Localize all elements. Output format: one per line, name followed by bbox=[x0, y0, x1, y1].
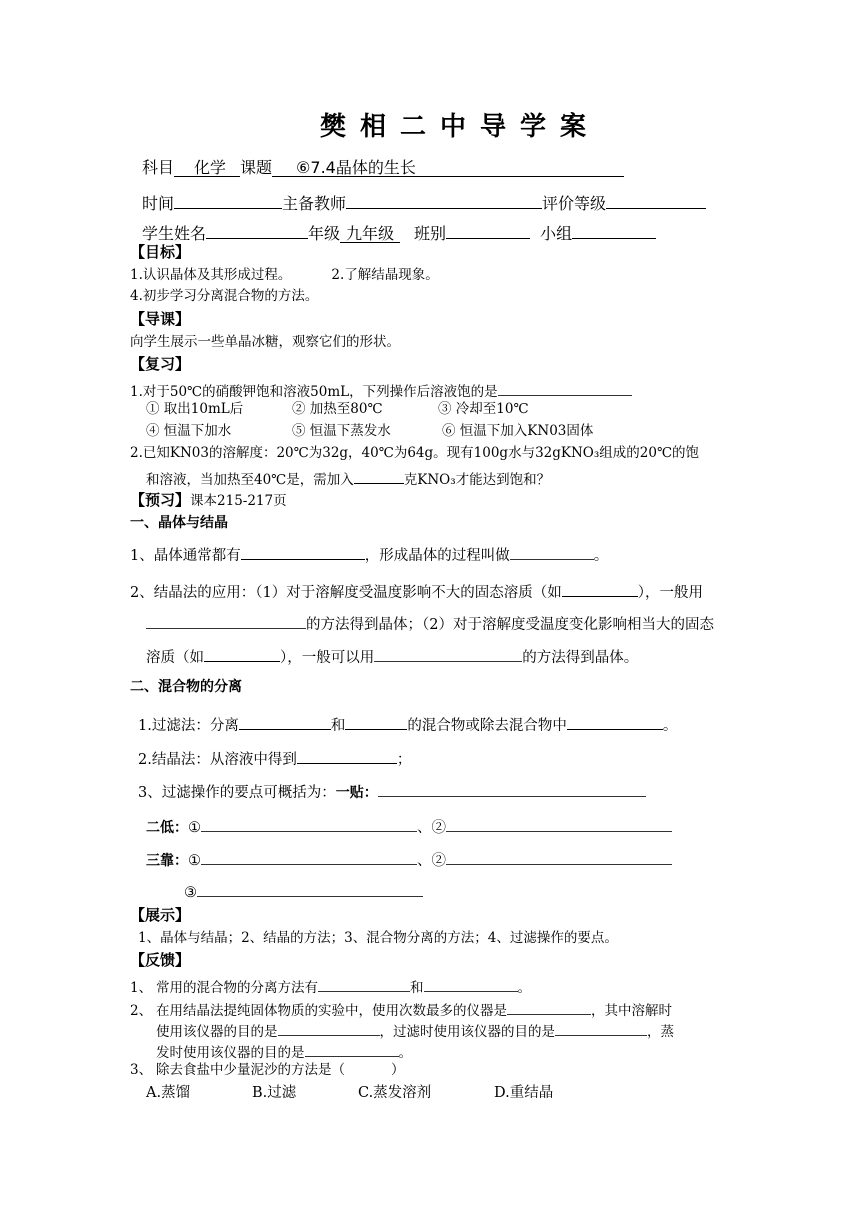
feedback-q3 bbox=[130, 1064, 405, 1078]
m2-blank[interactable] bbox=[297, 747, 397, 764]
s2-blank-1[interactable] bbox=[562, 580, 638, 597]
option-2: ② 加热至80℃ bbox=[292, 401, 383, 417]
review-q1 bbox=[130, 381, 632, 400]
review-q2-text-b: 克KNO₃才能达到饱和？ bbox=[403, 472, 551, 488]
m1-text-c: 的混合物或除去混合物中 bbox=[407, 718, 567, 734]
feedback-q2-line-3 bbox=[156, 1042, 412, 1061]
review-q2-text-a: 和溶液，当加热至40℃是，需加入 bbox=[146, 472, 354, 488]
grade-value: 九年级 bbox=[340, 226, 400, 243]
preview-item-2-line-1 bbox=[130, 580, 703, 601]
goal-2: 2.了解结晶现象。 bbox=[331, 267, 439, 283]
three-lean-num-3: ③ bbox=[184, 885, 197, 901]
feedback-q1 bbox=[130, 977, 531, 996]
separation-item-2 bbox=[138, 747, 411, 768]
two-low-row bbox=[146, 815, 672, 836]
three-lean-blank-3[interactable] bbox=[197, 880, 423, 897]
two-low-num-1: ① bbox=[188, 820, 201, 836]
m1-blank-1[interactable] bbox=[239, 713, 331, 730]
intro-text: 向学生展示一些单晶冰糖，观察它们的形状。 bbox=[130, 334, 400, 350]
three-lean-blank-2[interactable] bbox=[446, 848, 672, 865]
s2-blank-3[interactable] bbox=[204, 645, 280, 662]
feedback-q2-text-f: 发时使用该仪器的目的是 bbox=[156, 1045, 305, 1061]
option-b: B.过滤 bbox=[252, 1085, 297, 1101]
preview-heading: 【预习】 bbox=[130, 491, 191, 509]
separation-item-3 bbox=[138, 780, 646, 801]
class-field[interactable] bbox=[446, 222, 530, 239]
feedback-q1-text-a: 常用的混合物的分离方法有 bbox=[156, 980, 318, 996]
subject-row bbox=[142, 160, 624, 177]
three-lean-label: 三靠： bbox=[146, 853, 188, 869]
one-stick-blank[interactable] bbox=[378, 780, 646, 797]
s1-text-c: 。 bbox=[593, 548, 609, 564]
option-6: ⑥ 恒温下加入KN03固体 bbox=[442, 423, 594, 439]
show-heading: 【展示】 bbox=[130, 906, 191, 924]
feedback-q1-blank-1[interactable] bbox=[318, 977, 410, 992]
subject-label: 科目 bbox=[142, 158, 175, 177]
section-1-title: 一、晶体与结晶 bbox=[130, 515, 228, 531]
option-c: C.蒸发溶剂 bbox=[358, 1085, 432, 1101]
review-q2-blank[interactable] bbox=[354, 469, 404, 484]
feedback-q1-text-b: 和 bbox=[410, 980, 424, 996]
s1-text-a: 1、晶体通常都有 bbox=[130, 548, 241, 564]
section-2-title: 二、混合物的分离 bbox=[130, 679, 242, 695]
option-a: A.蒸馏 bbox=[146, 1085, 191, 1101]
student-label: 学生姓名 bbox=[142, 224, 207, 243]
s2-blank-4[interactable] bbox=[374, 645, 522, 662]
m2-text-a: 2.结晶法：从溶液中得到 bbox=[138, 752, 297, 768]
three-lean-row bbox=[146, 848, 672, 869]
feedback-q1-num: 1、 bbox=[130, 980, 153, 996]
feedback-q2-text-b: ，其中溶解时 bbox=[591, 1003, 672, 1019]
one-stick-label: 一贴： bbox=[335, 785, 378, 801]
topic-label: 课题 bbox=[240, 158, 273, 177]
review-q1-text: 1.对于50℃的硝酸钾饱和溶液50mL，下列操作后溶液饱的是 bbox=[130, 384, 498, 400]
feedback-heading: 【反馈】 bbox=[130, 951, 191, 969]
feedback-q2-text-e: ，蒸 bbox=[647, 1024, 674, 1040]
s2-blank-2[interactable] bbox=[146, 612, 306, 629]
goal-1: 1.认识晶体及其形成过程。 bbox=[130, 267, 292, 283]
two-low-blank-2[interactable] bbox=[446, 815, 672, 832]
feedback-q2-text-d: ，过滤时使用该仪器的目的是 bbox=[379, 1024, 555, 1040]
s1-text-b: ，形成晶体的过程叫做 bbox=[364, 548, 510, 564]
m1-text-a: 1.过滤法：分离 bbox=[138, 718, 239, 734]
teacher-field[interactable] bbox=[346, 192, 542, 209]
s2-text-f: 的方法得到晶体。 bbox=[522, 650, 639, 666]
m1-blank-2[interactable] bbox=[345, 713, 407, 730]
preview-item-2-line-2 bbox=[146, 612, 714, 633]
feedback-q2-line-2 bbox=[156, 1021, 674, 1040]
feedback-q2-blank-4[interactable] bbox=[305, 1042, 399, 1057]
review-q2-line-2 bbox=[146, 469, 550, 488]
grade-label: 年级 bbox=[308, 224, 341, 243]
two-low-label: 二低： bbox=[146, 820, 188, 836]
feedback-q3-num: 3、 bbox=[130, 1062, 153, 1078]
topic-value: ⑥7.4晶体的生长 bbox=[272, 160, 624, 177]
preview-item-2-line-3 bbox=[146, 645, 638, 666]
option-4: ④ 恒温下加水 bbox=[146, 423, 232, 439]
feedback-q2-text-a: 在用结晶法提纯固体物质的实验中，使用次数最多的仪器是 bbox=[156, 1003, 507, 1019]
feedback-q3-text-b: ） bbox=[391, 1062, 405, 1078]
page-title: 樊相二中导学案 bbox=[320, 112, 601, 142]
option-1: ① 取出10mL后 bbox=[146, 401, 244, 417]
feedback-q1-blank-2[interactable] bbox=[424, 977, 518, 992]
s2-text-b: ），一般用 bbox=[637, 585, 703, 601]
feedback-q1-text-c: 。 bbox=[517, 980, 531, 996]
m2-text-b: ； bbox=[396, 752, 412, 768]
option-d: D.重结晶 bbox=[494, 1085, 554, 1101]
goals-heading: 【目标】 bbox=[130, 243, 191, 261]
intro-heading: 【导课】 bbox=[130, 310, 191, 328]
time-row bbox=[142, 192, 706, 212]
option-3: ③ 冷却至10℃ bbox=[438, 401, 529, 417]
m3-text-a: 3、过滤操作的要点可概括为： bbox=[138, 785, 336, 801]
goal-line-1 bbox=[130, 269, 439, 283]
three-lean-num-2: 、② bbox=[417, 853, 446, 869]
review-options-row-2 bbox=[146, 425, 593, 439]
three-lean-row-3 bbox=[184, 880, 423, 901]
student-row bbox=[142, 222, 656, 243]
feedback-q3-options bbox=[146, 1086, 553, 1101]
s2-text-c: 的方法得到晶体；（2）对于溶解度受温度变化影响相当大的固态 bbox=[306, 617, 714, 633]
class-label: 班别 bbox=[414, 224, 447, 243]
review-heading: 【复习】 bbox=[130, 355, 191, 373]
option-5: ⑤ 恒温下蒸发水 bbox=[292, 423, 391, 439]
feedback-q2-text-g: 。 bbox=[398, 1045, 412, 1061]
group-field[interactable] bbox=[572, 222, 656, 239]
s2-text-d: 溶质（如 bbox=[146, 650, 204, 666]
two-low-num-2: 、② bbox=[417, 820, 446, 836]
s2-text-e: ），一般可以用 bbox=[280, 650, 375, 666]
s1-blank-2[interactable] bbox=[510, 543, 594, 560]
preview-header bbox=[130, 492, 287, 509]
time-field[interactable] bbox=[174, 192, 282, 209]
three-lean-blank-1[interactable] bbox=[201, 848, 417, 865]
s2-text-a: 2、结晶法的应用：（1）对于溶解度受温度影响不大的固态溶质（如 bbox=[130, 585, 562, 601]
feedback-q2-text-c: 使用该仪器的目的是 bbox=[156, 1024, 278, 1040]
feedback-q2-num: 2、 bbox=[130, 1003, 153, 1019]
s1-blank-1[interactable] bbox=[241, 543, 365, 560]
two-low-blank-1[interactable] bbox=[201, 815, 417, 832]
student-field[interactable] bbox=[206, 222, 308, 239]
m1-blank-3[interactable] bbox=[567, 713, 663, 730]
time-label: 时间 bbox=[142, 194, 175, 213]
feedback-q2-blank-1[interactable] bbox=[507, 1000, 591, 1015]
rating-label: 评价等级 bbox=[542, 194, 607, 213]
teacher-label: 主备教师 bbox=[282, 194, 347, 213]
three-lean-num-1: ① bbox=[188, 853, 201, 869]
review-q1-blank[interactable] bbox=[498, 381, 632, 396]
feedback-q2-line-1 bbox=[130, 1000, 672, 1019]
m1-text-d: 。 bbox=[662, 718, 678, 734]
feedback-q2-blank-3[interactable] bbox=[555, 1021, 647, 1036]
subject-value: 化学 bbox=[174, 160, 240, 177]
preview-pages: 课本215-217页 bbox=[190, 493, 287, 509]
m1-text-b: 和 bbox=[330, 718, 346, 734]
group-label: 小组 bbox=[540, 224, 573, 243]
feedback-q2-blank-2[interactable] bbox=[278, 1021, 380, 1036]
separation-item-1 bbox=[138, 713, 677, 734]
goal-3: 4.初步学习分离混合物的方法。 bbox=[130, 288, 319, 304]
preview-item-1 bbox=[130, 543, 608, 564]
review-q2-line-1: 2.已知KN03的溶解度：20℃为32g，40℃为64g。现有100g水与32gKNO₃组成的20℃的饱 bbox=[130, 445, 700, 461]
rating-field[interactable] bbox=[606, 192, 706, 209]
show-text: 1、晶体与结晶；2、结晶的方法；3、混合物分离的方法；4、过滤操作的要点。 bbox=[138, 930, 618, 946]
feedback-q3-text-a: 除去食盐中少量泥沙的方法是（ bbox=[156, 1062, 345, 1078]
review-options-row-1 bbox=[146, 403, 529, 417]
